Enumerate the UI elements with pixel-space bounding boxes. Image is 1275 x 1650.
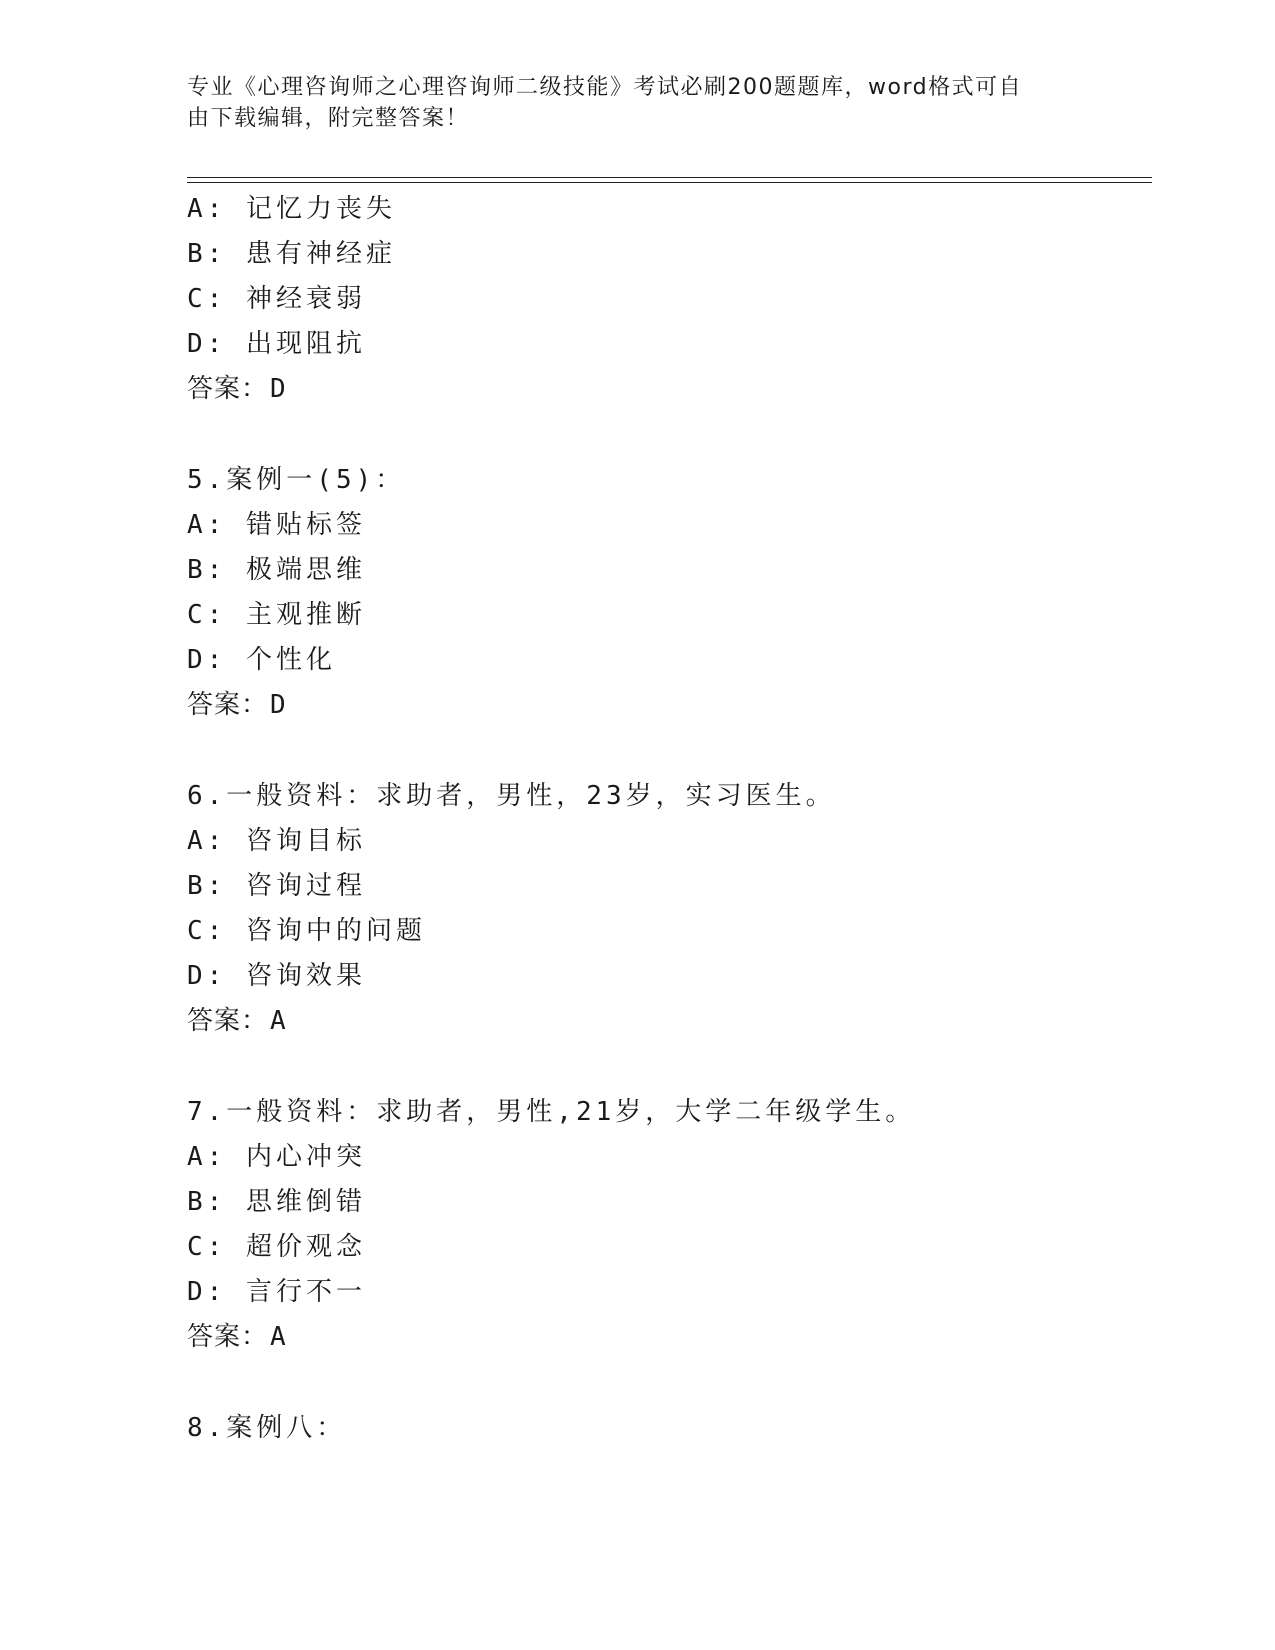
answer-value: D bbox=[270, 374, 287, 404]
option-d: D: 出现阻抗 bbox=[187, 329, 366, 359]
option-b: B: 咨询过程 bbox=[187, 871, 366, 901]
answer-label: 答案： bbox=[187, 1006, 269, 1036]
answer-label: 答案： bbox=[187, 690, 269, 720]
option-c: C: 主观推断 bbox=[187, 600, 366, 630]
question-text: 8.案例八： bbox=[187, 1413, 347, 1443]
option-c: C: 咨询中的问题 bbox=[187, 916, 426, 946]
header-divider-top bbox=[187, 177, 1152, 178]
option-c: C: 超价观念 bbox=[187, 1232, 366, 1262]
answer-line bbox=[187, 683, 1147, 728]
spacer bbox=[187, 1044, 1147, 1090]
option-a: A: 记忆力丧失 bbox=[187, 194, 396, 224]
answer-label: 答案： bbox=[187, 374, 269, 404]
answer-line bbox=[187, 1315, 1147, 1360]
question-block-8 bbox=[187, 1406, 1147, 1451]
spacer bbox=[187, 1360, 1147, 1406]
answer-label: 答案： bbox=[187, 1322, 269, 1352]
option-d: D: 言行不一 bbox=[187, 1277, 366, 1307]
question-block-4 bbox=[187, 187, 1147, 412]
question-text: 7.一般资料：求助者，男性,21岁，大学二年级学生。 bbox=[187, 1097, 916, 1127]
spacer bbox=[187, 728, 1147, 774]
header-line-2: 由下载编辑，附完整答案！ bbox=[187, 106, 470, 131]
question-block-5 bbox=[187, 458, 1147, 728]
document-header bbox=[187, 72, 1077, 134]
option-a: A: 咨询目标 bbox=[187, 826, 366, 856]
option-b: B: 极端思维 bbox=[187, 555, 366, 585]
header-divider-bottom bbox=[187, 182, 1152, 183]
option-a: A: 错贴标签 bbox=[187, 510, 366, 540]
option-d: D: 咨询效果 bbox=[187, 961, 366, 991]
header-line-1: 专业《心理咨询师之心理咨询师二级技能》考试必刷200题题库，word格式可自 bbox=[187, 75, 1023, 100]
answer-value: D bbox=[270, 690, 287, 720]
option-a: A: 内心冲突 bbox=[187, 1142, 366, 1172]
question-block-7 bbox=[187, 1090, 1147, 1360]
answer-line bbox=[187, 999, 1147, 1044]
option-d: D: 个性化 bbox=[187, 645, 336, 675]
answer-line bbox=[187, 367, 1147, 412]
question-list bbox=[187, 187, 1147, 1451]
option-b: B: 患有神经症 bbox=[187, 239, 396, 269]
option-b: B: 思维倒错 bbox=[187, 1187, 366, 1217]
answer-value: A bbox=[270, 1322, 287, 1352]
question-text: 5.案例一(5)： bbox=[187, 465, 406, 495]
answer-value: A bbox=[270, 1006, 287, 1036]
option-c: C: 神经衰弱 bbox=[187, 284, 366, 314]
question-block-6 bbox=[187, 774, 1147, 1044]
question-text: 6.一般资料：求助者，男性，23岁，实习医生。 bbox=[187, 781, 836, 811]
spacer bbox=[187, 412, 1147, 458]
